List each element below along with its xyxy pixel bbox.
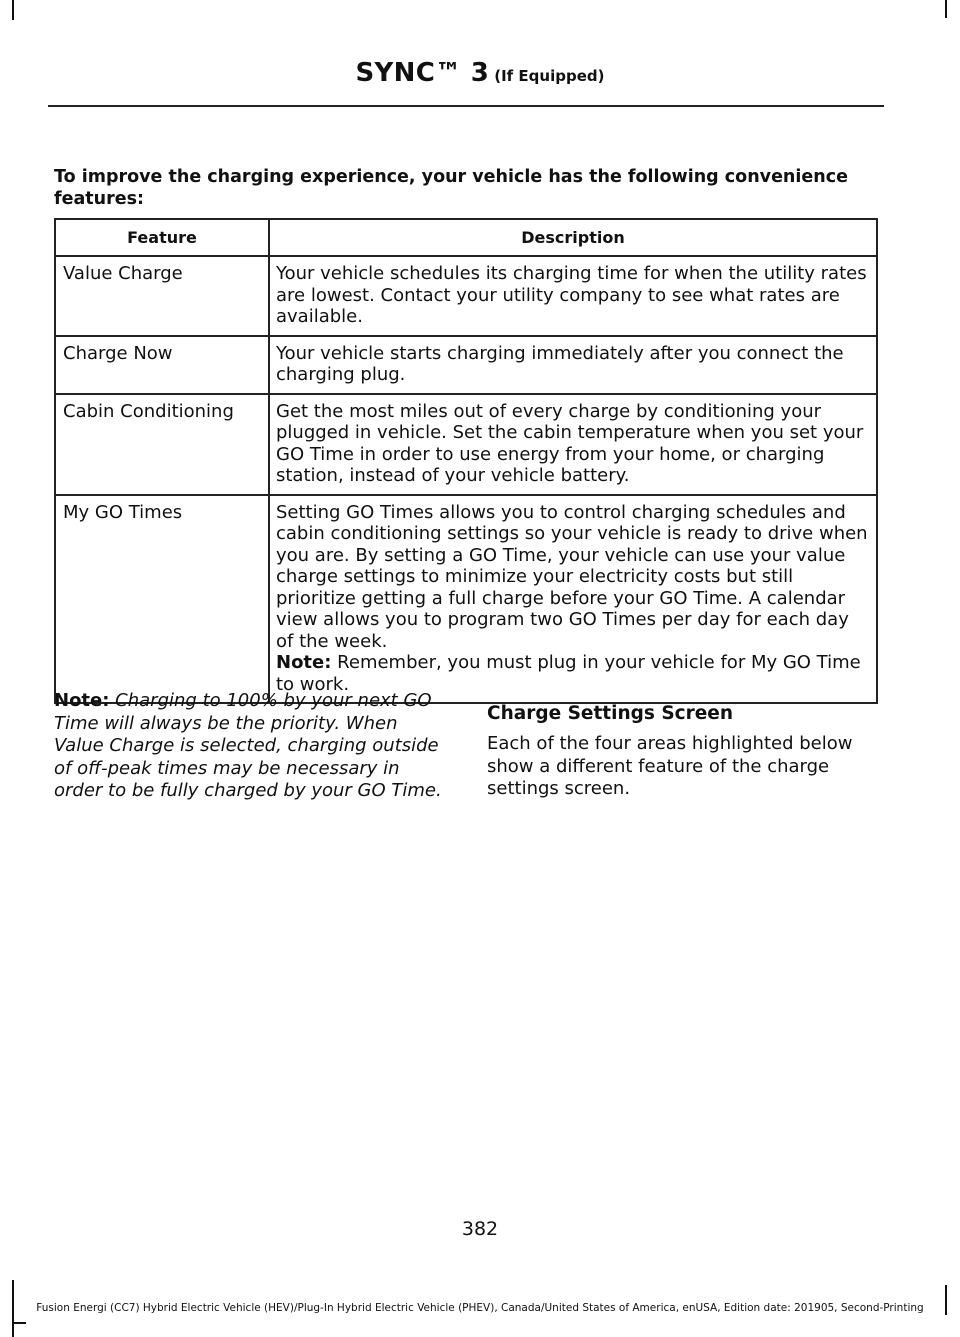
column-header-description: Description bbox=[269, 219, 877, 256]
description-cell: Your vehicle schedules its charging time for when the utility rates are lowest. Contact your utility company to see what rates are available. bbox=[269, 256, 877, 336]
crop-mark bbox=[12, 0, 14, 20]
description-cell bbox=[269, 495, 877, 704]
column-header-feature: Feature bbox=[55, 219, 269, 256]
note-text: Remember, you must plug in your vehicle for My GO Time to work. bbox=[276, 652, 861, 695]
table-header-row bbox=[55, 219, 877, 256]
note-paragraph bbox=[54, 690, 452, 803]
page-header bbox=[0, 58, 960, 88]
feature-cell: Charge Now bbox=[55, 336, 269, 394]
charge-settings-section bbox=[487, 703, 887, 801]
description-text: Setting GO Times allows you to control charging schedules and cabin conditioning settings so your vehicle is ready to drive when you are. By setting a GO Time, your vehicle can use your value charge settings to minimize your electricity costs but still prioritize getting a full charge before your GO Time. A calendar view allows you to program two GO Times per day for each day of the week. bbox=[276, 501, 868, 652]
table-row bbox=[55, 394, 877, 495]
note-text: Charging to 100% by your next GO Time will always be the priority. When Value Charge is selected, charging outside of off-peak times may be necessary in order to be fully charged by your GO Time. bbox=[54, 690, 442, 801]
note-label: Note: bbox=[54, 690, 110, 711]
intro-text: To improve the charging experience, your vehicle has the following convenience features: bbox=[54, 167, 848, 209]
feature-cell: Cabin Conditioning bbox=[55, 394, 269, 495]
table-row bbox=[55, 256, 877, 336]
note-label: Note: bbox=[276, 652, 332, 673]
feature-cell: My GO Times bbox=[55, 495, 269, 704]
table-row bbox=[55, 336, 877, 394]
feature-cell: Value Charge bbox=[55, 256, 269, 336]
crop-mark bbox=[12, 1322, 26, 1324]
crop-mark bbox=[945, 0, 947, 18]
description-cell: Get the most miles out of every charge by conditioning your plugged in vehicle. Set the cabin temperature when you set your GO Time in order to use energy from your home, or charging station, instead of your vehicle battery. bbox=[269, 394, 877, 495]
section-body: Each of the four areas highlighted below show a different feature of the charge settings screen. bbox=[487, 733, 853, 799]
table-row bbox=[55, 495, 877, 704]
section-heading: Charge Settings Screen bbox=[487, 703, 734, 724]
header-title: SYNC™ 3 bbox=[355, 58, 490, 88]
page-footer: Fusion Energi (CC7) Hybrid Electric Vehicle (HEV)/Plug-In Hybrid Electric Vehicle (PHEV), Canada/United States of America, enUSA, Edition date: 201905, Second-Printing bbox=[36, 1302, 924, 1314]
header-divider bbox=[48, 105, 884, 107]
features-table bbox=[54, 218, 878, 704]
header-subtitle: (If Equipped) bbox=[494, 67, 605, 85]
page-number: 382 bbox=[461, 1218, 499, 1240]
description-cell: Your vehicle starts charging immediately after you connect the charging plug. bbox=[269, 336, 877, 394]
